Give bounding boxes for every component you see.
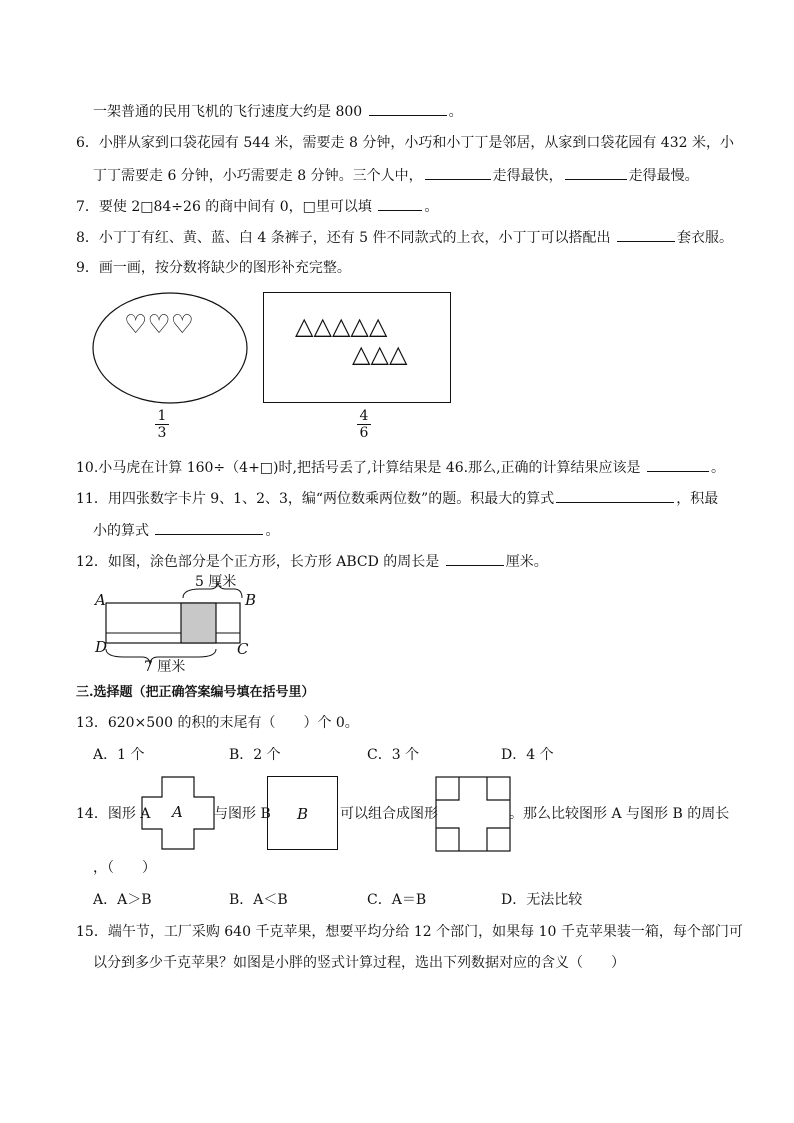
- q6-blank-fastest[interactable]: [425, 165, 491, 180]
- label-d: D: [95, 638, 108, 656]
- q13-text: 13．620×500 的积的末尾有（ ）个 0。: [76, 715, 359, 731]
- q6-blank-slowest[interactable]: [565, 165, 627, 180]
- q12: [76, 551, 548, 572]
- q8: [76, 227, 733, 248]
- triangle-icon: △: [352, 340, 371, 368]
- fraction-four-sixths: [354, 408, 374, 441]
- q11-text-c: 小的算式: [93, 523, 149, 539]
- q11-line1: [76, 488, 718, 509]
- q14-option-c[interactable]: C．A＝B: [367, 892, 427, 908]
- frac1-numerator: 1: [157, 408, 167, 424]
- q14-line2: ，（ ）: [93, 860, 156, 876]
- q7-text: 7．要使 2□84÷26 的商中间有 0，□里可以填: [76, 199, 372, 215]
- q8-answer-blank[interactable]: [617, 227, 675, 242]
- label-7cm: 7 厘米: [144, 659, 186, 675]
- triangle-icon: △: [370, 340, 389, 368]
- combined-shape: [435, 776, 511, 852]
- q6-line2: [93, 165, 699, 186]
- q11-text-a: 11．用四张数字卡片 9、1、2、3，编“两位数乘两位数”的题。积最大的算式: [76, 491, 555, 507]
- q10-end: 。: [711, 460, 726, 476]
- q7-answer-blank[interactable]: [378, 196, 422, 211]
- q6-text-c: 走得最慢。: [628, 168, 699, 184]
- q10-answer-blank[interactable]: [647, 457, 709, 472]
- q11-blank-min[interactable]: [155, 520, 263, 535]
- shape-b-label: B: [297, 805, 309, 823]
- label-b: B: [245, 591, 257, 609]
- q14-text-3: 可以组合成图形: [340, 806, 438, 822]
- q14-text-4: 。那么比较图形 A 与图形 B 的周长: [509, 806, 730, 822]
- triangle-icon: △: [295, 312, 314, 340]
- q11-blank-max[interactable]: [556, 488, 674, 503]
- q15-line1: 15．端午节，工厂采购 640 千克苹果，想要平均分给 12 个部门，如果每 10 千克苹果装一箱，每个部门可: [76, 924, 743, 940]
- q7-end: 。: [424, 199, 439, 215]
- q5-tail: [93, 101, 463, 122]
- q14-option-d[interactable]: D．无法比较: [501, 892, 583, 908]
- triangle-icon: △: [313, 312, 332, 340]
- q13-option-b[interactable]: B．2 个: [229, 747, 281, 763]
- q14-text-2: 与图形 B: [214, 806, 271, 822]
- q14-option-a[interactable]: A．A＞B: [93, 892, 152, 908]
- fraction-one-third: [152, 408, 172, 441]
- q6-text-a: 丁丁需要走 6 分钟，小巧需要走 8 分钟。三个人中，: [93, 168, 423, 184]
- q10-text: 10.小马虎在计算 160÷（4+□)时,把括号丢了,计算结果是 46.那么,正确的计算结果应该是: [76, 460, 641, 476]
- q8-end: 套衣服。: [676, 230, 733, 246]
- section3-title: 三.选择题（把正确答案编号填在括号里）: [76, 685, 315, 700]
- frac2-numerator: 4: [359, 408, 369, 424]
- heart-icon: ♡: [147, 310, 171, 340]
- combined-inner-lines: [436, 777, 510, 851]
- shape-a-label: A: [172, 803, 183, 821]
- combined-outer-square: [436, 777, 510, 851]
- label-5cm: 5 厘米: [195, 574, 237, 590]
- q6-line1: 6．小胖从家到口袋花园有 544 米，需要走 8 分钟，小巧和小丁丁是邻居，从家到口袋花园有 432 米，小: [76, 135, 734, 151]
- hearts-row: [124, 312, 194, 338]
- q13-option-d[interactable]: D．4 个: [501, 747, 554, 763]
- q14-text-1: 14．图形 A: [76, 806, 151, 822]
- q10: [76, 457, 725, 478]
- label-a: A: [95, 591, 106, 609]
- q12-answer-blank[interactable]: [446, 551, 504, 566]
- rectangle-abcd: [106, 603, 240, 643]
- q6-text-b: 走得最快，: [492, 168, 563, 184]
- frac2-denominator: 6: [359, 425, 369, 441]
- label-c: C: [237, 640, 249, 658]
- triangles-row-1: [295, 314, 387, 338]
- q5-text: 一架普通的民用飞机的飞行速度大约是 800: [93, 104, 363, 120]
- q12-text: 12．如图，涂色部分是个正方形，长方形 ABCD 的周长是: [76, 554, 440, 570]
- q11-line2: [93, 520, 279, 541]
- heart-icon: ♡: [124, 310, 148, 340]
- q13-option-c[interactable]: C．3 个: [367, 747, 420, 763]
- shaded-square: [181, 603, 216, 643]
- triangles-row-2: [352, 342, 407, 366]
- q11-text-b: ，积最: [676, 491, 719, 507]
- triangle-icon: △: [388, 340, 408, 368]
- q14-option-b[interactable]: B．A＜B: [229, 892, 288, 908]
- triangle-icon: △: [368, 312, 388, 340]
- q5-answer-blank[interactable]: [369, 101, 447, 116]
- frac1-denominator: 3: [157, 425, 167, 441]
- triangle-icon: △: [350, 312, 369, 340]
- q15-line2: 以分到多少千克苹果？如图是小胖的竖式计算过程，选出下列数据对应的含义（ ）: [93, 955, 625, 971]
- triangle-icon: △: [331, 312, 351, 340]
- q11-text-d: 。: [265, 523, 280, 539]
- q7: [76, 196, 438, 217]
- q8-text: 8．小丁丁有红、黄、蓝、白 4 条裤子，还有 5 件不同款式的上衣，小丁丁可以搭配出: [76, 230, 611, 246]
- q13-option-a[interactable]: A．1 个: [93, 747, 145, 763]
- q12-end: 厘米。: [505, 554, 548, 570]
- heart-icon: ♡: [170, 310, 194, 340]
- q9-prompt: 9．画一画，按分数将缺少的图形补充完整。: [76, 260, 351, 276]
- q5-end: 。: [448, 104, 463, 120]
